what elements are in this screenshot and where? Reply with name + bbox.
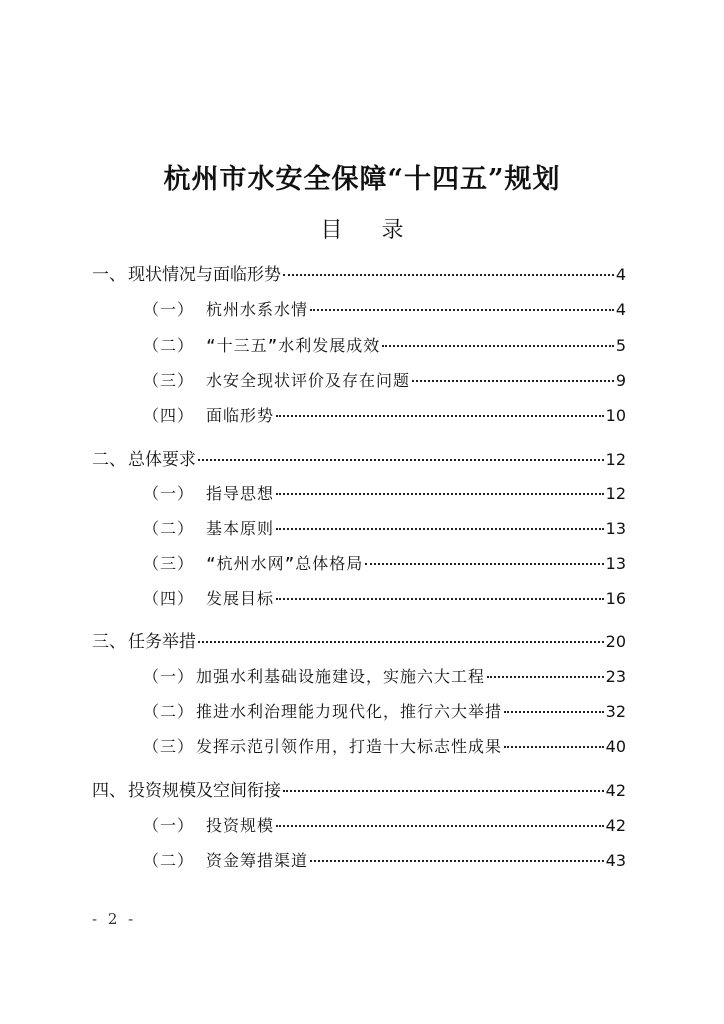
- dot-leader: [487, 676, 604, 678]
- toc-entry-label: 基本原则: [206, 519, 275, 538]
- dot-leader: [276, 598, 604, 600]
- toc-entry-section-2-3[interactable]: [143, 552, 626, 576]
- dot-leader: [283, 274, 614, 276]
- toc-entry-page: 4: [615, 265, 626, 284]
- dot-leader: [276, 825, 604, 827]
- toc-entry-number: 四、: [92, 781, 126, 801]
- document-title: 杭州市水安全保障“十四五”规划: [163, 164, 561, 195]
- toc-entry-section-1-2[interactable]: [143, 334, 626, 358]
- toc-entry-label: 加强水利基础设施建设，实施六大工程: [196, 667, 486, 686]
- toc-entry-page: 5: [615, 336, 626, 355]
- toc-entry-label: 发挥示范引领作用，打造十大标志性成果: [196, 737, 503, 756]
- toc-entry-section-4[interactable]: [92, 779, 626, 803]
- toc-entry-section-1-3[interactable]: [143, 369, 626, 393]
- toc-entry-page: 12: [605, 484, 626, 503]
- toc-entry-number: 三、: [92, 632, 126, 652]
- toc-entry-number: （二）: [143, 851, 195, 870]
- toc-entry-page: 4: [615, 300, 626, 319]
- toc-entry-label: 投资规模及空间衔接: [128, 781, 281, 801]
- toc-entry-number: （四）: [143, 406, 195, 425]
- toc-entry-section-3-3[interactable]: [143, 735, 626, 759]
- dot-leader: [310, 860, 604, 862]
- toc-entry-section-1[interactable]: [92, 263, 626, 287]
- toc-entry-label: 发展目标: [206, 589, 275, 608]
- dot-leader: [276, 493, 604, 495]
- toc-heading: 目 录: [320, 218, 420, 243]
- toc-entry-page: 32: [605, 702, 626, 721]
- toc-entry-page: 10: [605, 406, 626, 425]
- toc-entry-section-2-2[interactable]: [143, 517, 626, 541]
- dot-leader: [283, 790, 604, 792]
- toc-entry-number: （一）: [143, 300, 195, 319]
- toc-entry-section-3-1[interactable]: [143, 665, 626, 689]
- dot-leader: [276, 415, 604, 417]
- toc-entry-section-2-4[interactable]: [143, 587, 626, 611]
- toc-entry-page: 43: [605, 851, 626, 870]
- dot-leader: [198, 459, 604, 461]
- dot-leader: [504, 746, 604, 748]
- dot-leader: [198, 641, 604, 643]
- toc-entry-label: 现状情况与面临形势: [128, 265, 281, 285]
- toc-entry-page: 42: [605, 816, 626, 835]
- toc-entry-section-1-4[interactable]: [143, 404, 626, 428]
- toc-entry-page: 13: [605, 554, 626, 573]
- toc-entry-number: （二）: [143, 519, 195, 538]
- toc-entry-label: 总体要求: [128, 450, 196, 470]
- toc-entry-page: 9: [615, 371, 626, 390]
- toc-entry-label: 杭州水系水情: [206, 300, 309, 319]
- toc-entry-label: “十三五”水利发展成效: [206, 336, 381, 355]
- toc-entry-number: （一）: [143, 816, 195, 835]
- toc-entry-section-1-1[interactable]: [143, 298, 626, 322]
- toc-entry-number: （二）: [143, 336, 195, 355]
- dot-leader: [310, 309, 614, 311]
- dot-leader: [504, 711, 604, 713]
- toc-entry-page: 40: [605, 737, 626, 756]
- toc-entry-number: 一、: [92, 265, 126, 285]
- toc-entry-number: （一）: [143, 667, 195, 686]
- toc-entry-section-3-2[interactable]: [143, 700, 626, 724]
- toc-entry-number: （三）: [143, 554, 195, 573]
- toc-entry-number: （二）: [143, 702, 195, 721]
- toc-entry-section-2-1[interactable]: [143, 482, 626, 506]
- toc-entry-label: 水安全现状评价及存在问题: [206, 371, 411, 390]
- toc-entry-page: 42: [605, 781, 626, 800]
- toc-entry-number: （三）: [143, 371, 195, 390]
- toc-entry-number: 二、: [92, 450, 126, 470]
- dot-leader: [365, 563, 603, 565]
- toc-entry-label: 资金筹措渠道: [206, 851, 309, 870]
- toc-entry-page: 12: [605, 450, 626, 469]
- toc-entry-number: （四）: [143, 589, 195, 608]
- toc-entry-label: 面临形势: [206, 406, 275, 425]
- toc-entry-section-4-2[interactable]: [143, 849, 626, 873]
- toc-entry-section-2[interactable]: [92, 448, 626, 472]
- toc-entry-number: （一）: [143, 484, 195, 503]
- toc-entry-page: 23: [605, 667, 626, 686]
- toc-entry-label: “杭州水网”总体格局: [206, 554, 364, 573]
- toc-entry-section-3[interactable]: [92, 630, 626, 654]
- toc-entry-number: （三）: [143, 737, 195, 756]
- toc-entry-section-4-1[interactable]: [143, 814, 626, 838]
- dot-leader: [276, 528, 604, 530]
- dot-leader: [412, 380, 614, 382]
- toc-entry-label: 任务举措: [128, 632, 196, 652]
- toc-entry-label: 推进水利治理能力现代化，推行六大举措: [196, 702, 503, 721]
- toc-entry-label: 投资规模: [206, 816, 275, 835]
- dot-leader: [382, 345, 614, 347]
- toc-entry-page: 20: [605, 632, 626, 651]
- toc-entry-label: 指导思想: [206, 484, 275, 503]
- page-number: - 2 -: [92, 910, 137, 928]
- toc-entry-page: 13: [605, 519, 626, 538]
- toc-entry-page: 16: [605, 589, 626, 608]
